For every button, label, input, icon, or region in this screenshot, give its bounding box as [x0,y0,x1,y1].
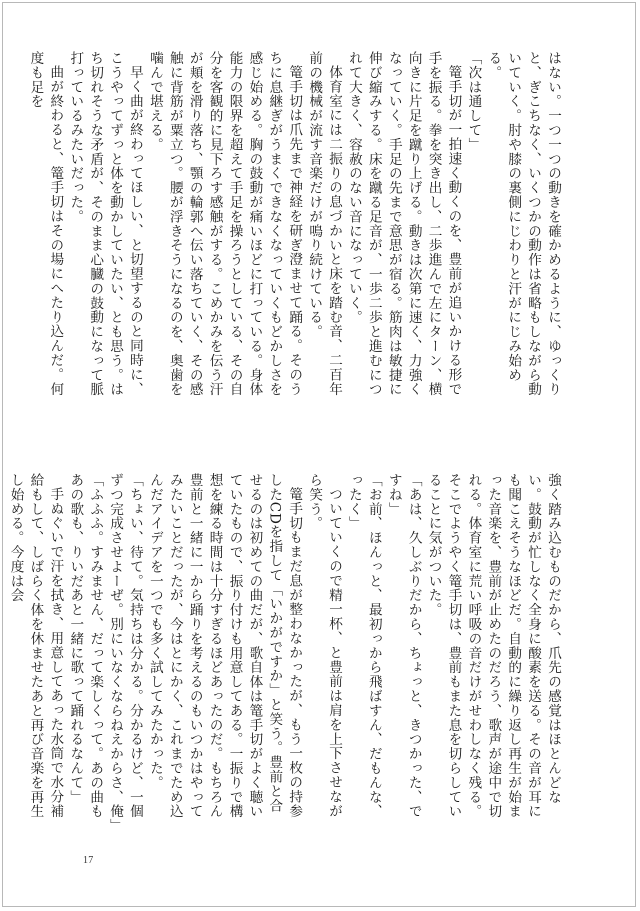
paragraph: 強く踏み込むものだから、爪先の感覚はほとんどない。鼓動が忙しなく全身に酸素を送る。その音が耳にも聞こえそうなほどだ。自動的に繰り返し再生が始まった音楽を、豊前が止めたのだろう、歌声が途中で切れる。体育室に荒い呼吸の音だけがせわしなく残る。そこでようやく篭手切は、豊前もまた息を切らしていることに気がついた。 [425,473,561,819]
paragraph: 篭手切もまだ息が整わなかったが、もう一枚の持参したCDを指して「いかがですか」と笑う。豊前と合せるのは初めての曲だが、歌自体は篭手切がよく聴いていたもので、振り付けも用意してある。一振りで構想を練る時間は十分すぎるほどあったのだ。もちろん豊前と一緒に一から踊りを考えるのもいつかはやってみたいことだったが、今はとにかく、これまでため込んだアイデアを一つでも多く試してみたかった。 [146,473,303,819]
dialogue-line: 「ちょい、待て。気持ちは分かる。分かるけど、一個ずつ完成させよーぜ。別にいなくならねえからさ、俺」 [107,473,143,833]
text-block-bottom [7,473,562,833]
dialogue-line: 「次は通して」 [465,51,482,152]
dialogue-line: 「お前、ほんっと、最初っから飛ばすん、だもんな、ったく」 [345,473,382,819]
text-block-top [27,51,562,403]
paragraph: ついていくので精一杯、と豊前は肩を上下させながら笑う。 [306,473,343,818]
paragraph: 早く曲が終わってほしい、と切望するのと同時に、こうやってずっと体を動かしていたい、とも思う。はち切れそうな矛盾が、そのまま心臓の鼓動になって脈打っているみたいだった。 [67,51,143,397]
paragraph: 篭手切が一拍速く動くのを、豊前が追いかける形で手を振る。拳を突き出し、二歩進んで左にターン、横向きに片足を蹴り上げる。動きは次第に速く、力強くなっていく。手足の先まで意思が宿る。筋肉は敏捷に伸び縮みする。床を蹴る足音が、一歩二歩と進むにつれて大きく、容赦のない音になっていく。 [345,51,462,397]
page [2,2,636,907]
dialogue-line: 「ふふふ。すみません、だって楽しくって。あの曲もあの歌も、りいだあと一緒に歌って踊れるなんて」 [67,473,104,819]
paragraph: 体育室には二振りの息づかいと床を踏む音、二百年前の機械が流す音楽だけが鳴り続けている。 [306,51,343,396]
paragraph: 曲が終わると、篭手切はその場にへたり込んだ。何度も足を [27,51,64,396]
paragraph: 手ぬぐいで汗を拭き、用意してあった水筒で水分補給もして、しばらく体を休ませたあと再び音楽を再生し始める。今度は会 [7,473,64,819]
paragraph: 篭手切は爪先まで神経を研ぎ澄ませて踊る。そのうちに息継ぎがうまくできなくなっていくもどかしさを感じ始める。胸の鼓動が痛いほどに打っている。身体能力の限界を超えて手足を操ろうとしている、その自分を客観的に見下ろす感触がする。こめかみを伝う汗が頬を滑り落ち、顎の輪郭へ伝い落ちていく、その感触に背筋が粟立つ。腰が浮きそうになるのを、奥歯を噛んで堪える。 [146,51,303,397]
paragraph: はない。一つ一つの動きを確かめるように、ゆっくりと、ぎこちなく、いくつかの動作は省略もしながら動いていく。肘や膝の裏側にじわりと汗がにじみ始める。 [485,51,561,397]
page-number: 17 [83,855,94,866]
dialogue-line: 「あは、久しぶりだから、ちょっと、きつかった、ですね」 [385,473,422,819]
